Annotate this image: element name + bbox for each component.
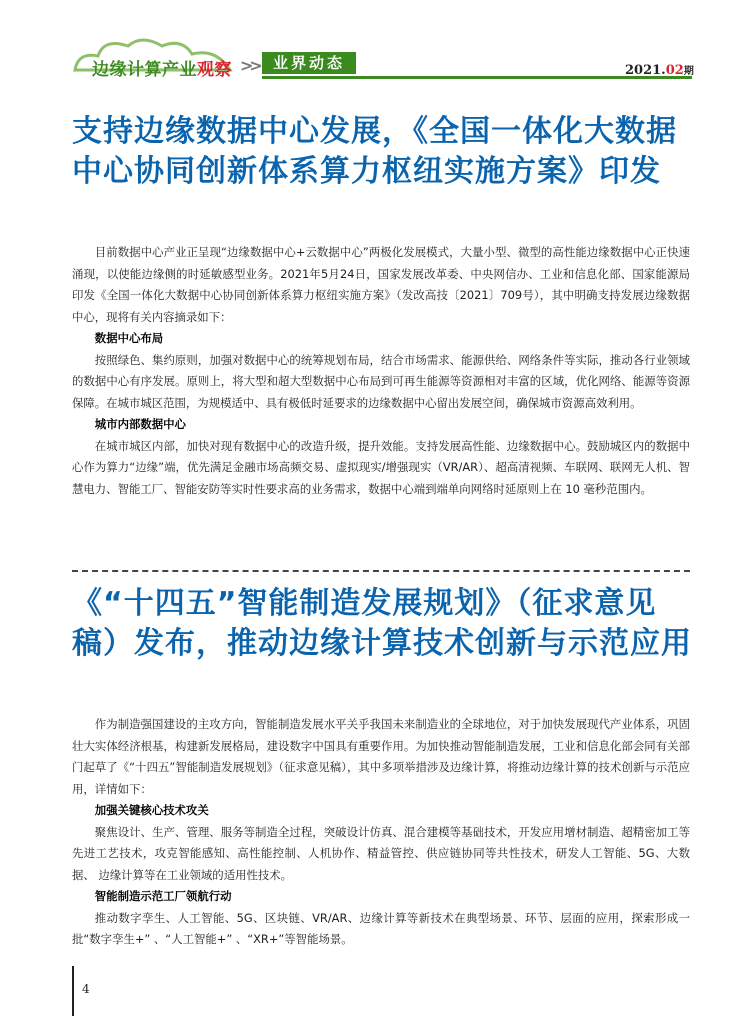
article2-subheading-1: 加强关键核心技术攻关 — [94, 803, 209, 817]
article2-intro: 作为制造强国建设的主攻方向，智能制造发展水平关乎我国未来制造业的全球地位，对于加快发展现代产业体系，巩固壮大实体经济根基，构建新发展格局，建设数字中国具有重要作用。为加快推动智能制造发展，工业和信息化部会同有关部门起草了《“十四五”智能制造发展规划》（征求意见稿），其中多项举措涉及边缘计算，将推动边缘计算的技术创新与示范应用，详情如下： — [72, 717, 690, 796]
article1-title: 支持边缘数据中心发展，《全国一体化大数据中心协同创新体系算力枢纽实施方案》印发 — [72, 114, 677, 189]
article2-paragraph-1: 聚焦设计、生产、管理、服务等制造全过程，突破设计仿真、混合建模等基础技术，开发应用增材制造、超精密加工等先进工艺技术，攻克智能感知、高性能控制、人机协作、精益管控、供应链协同等共性技术，研发人工智能、5G、大数据、 边缘计算等在工业领域的适用性技术。 — [72, 824, 690, 882]
article2-title: 《“十四五”智能制造发展规划》（征求意见稿）发布，推动边缘计算技术创新与示范应用 — [72, 586, 692, 661]
article1-body — [72, 242, 690, 500]
article1-subheading-2: 城市内部数据中心 — [94, 417, 186, 431]
issue-number: 2021.02期 — [625, 63, 694, 78]
article2-subheading-2: 智能制造示范工厂领航行动 — [94, 889, 232, 903]
page-number-bar — [72, 966, 74, 1016]
section-tag: 业界动态 — [262, 52, 356, 74]
article1-paragraph-1: 按照绿色、集约原则，加强对数据中心的统筹规划布局，结合市场需求、能源供给、网络条件等实际，推动各行业领域的数据中心有序发展。原则上，将大型和超大型数据中心布局到可再生能源等资源相对丰富的区域，优化网络、能源等资源保障。在城市城区范围，为规模适中、具有极低时延要求的边缘数据中心留出发展空间，确保城市资源高效利用。 — [72, 352, 690, 410]
article1-intro: 目前数据中心产业正呈现“边缘数据中心+云数据中心”两极化发展模式，大量小型、微型的高性能边缘数据中心正快速涌现，以使能边缘侧的时延敏感型业务。2021年5月24日，国家发展改革委、中央网信办、工业和信息化部、国家能源局印发《全国一体化大数据中心协同创新体系算力枢纽实施方案》（发改高技〔2021〕709号），其中明确支持发展边缘数据中心，现将有关内容摘录如下： — [72, 245, 690, 324]
article2-body — [72, 714, 690, 951]
article2-paragraph-2: 推动数字孪生、人工智能、5G、区块链、VR/AR、边缘计算等新技术在典型场景、环节、层面的应用，探索形成一批“数字孪生+” 、“人工智能+” 、“XR+”等智能场景。 — [72, 910, 690, 946]
article1-paragraph-2: 在城市城区内部，加快对现有数据中心的改造升级，提升效能。支持发展高性能、边缘数据中心。鼓励城区内的数据中心作为算力“边缘”端，优先满足金融市场高频交易、虚拟现实/增强现实（VR/AR）、超高清视频、车联网、联网无人机、智慧电力、智能工厂、智能安防等实时性要求高的业务需求，数据中心端到端单向网络时延原则上在 10 毫秒范围内。 — [72, 438, 690, 496]
double-chevron-icon: >> — [240, 56, 259, 75]
page-header — [0, 0, 755, 90]
section-divider — [72, 570, 690, 572]
article1-subheading-1: 数据中心布局 — [94, 331, 164, 345]
magazine-title: 边缘计算产业观察 — [92, 60, 232, 80]
page-number: 4 — [82, 982, 90, 996]
